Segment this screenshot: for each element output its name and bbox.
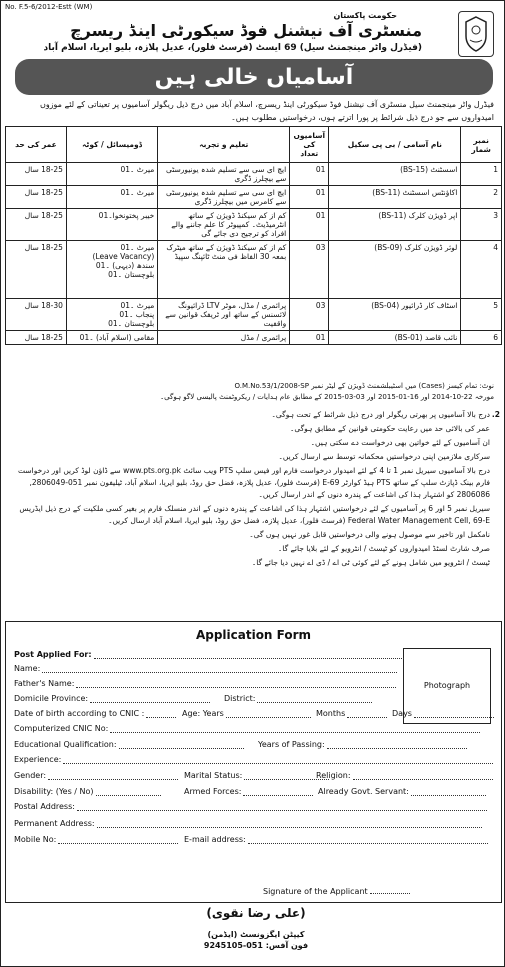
cell-education: کم از کم سیکنڈ ڈویژن کے ساتھ میٹرک بمعہ 30 الفاظ فی منٹ ٹائپنگ سپیڈ — [158, 241, 290, 299]
dob-label: Date of birth according to CNIC : — [14, 709, 145, 718]
signature-line[interactable] — [263, 885, 410, 896]
cnic-field[interactable] — [14, 724, 480, 733]
banner-text: آسامیاں خالی ہیں — [154, 64, 354, 90]
cell-education: پرائمری / مڈل، موٹر LTV ڈرائیونگ لائسنس کے ساتھ اور ٹریفک قوانین سے واقفیت — [158, 299, 290, 331]
col-post: نام آسامی / بی پی سکیل — [329, 127, 461, 163]
cell-age: 18-30 سال — [6, 299, 67, 331]
marital-status-field[interactable] — [184, 771, 329, 780]
post-applied-label: Post Applied For: — [14, 650, 92, 659]
cell-serial: 1 — [461, 163, 502, 186]
table-row — [6, 241, 502, 299]
cell-post: اسسٹنٹ (BS-15) — [329, 163, 461, 186]
marital-status-label: Marital Status: — [184, 771, 243, 780]
condition-item: ٹیسٹ / انٹرویو میں شامل ہونے کے لئے کوئی ٹی اے / ڈی اے نہیں دیا جائے گا۔ — [251, 558, 490, 567]
note-line: نوٹ: تمام کیسز (Cases) میں اسٹیبلشمنٹ ڈویژن کے لیٹر نمبر O.M.No.53/1/2008-SP — [234, 382, 494, 390]
condition-item: سرکاری ملازمین اپنی درخواستیں محکمانہ توسط سے ارسال کریں۔ — [278, 452, 490, 461]
education-label: Educational Qualification: — [14, 740, 117, 749]
experience-field[interactable] — [14, 755, 493, 764]
cell-count: 01 — [290, 331, 329, 345]
quota-line: بلوچستان ۔01 — [108, 319, 155, 328]
experience-label: Experience: — [14, 755, 62, 764]
dob-field[interactable] — [14, 709, 176, 718]
cell-post: اکاؤنٹس اسسٹنٹ (BS-11) — [329, 186, 461, 209]
cell-post: اپر ڈویژن کلرک (BS-11) — [329, 209, 461, 241]
cell-serial: 6 — [461, 331, 502, 345]
cell-count: 03 — [290, 299, 329, 331]
government-title: حکومت پاکستان — [333, 11, 397, 20]
intro-text: فیڈرل واٹر مینجمنٹ سیل منسٹری آف نیشنل فوڈ سیکورٹی اینڈ ریسرچ، اسلام آباد میں درج ذیل ریگولر آسامیوں پر تعیناتی کے لئے موزوں امیدواروں سے جو درج ذیل شرائط پر پورا اترتے ہوں، درخواستیں مطلوب ہیں۔ — [39, 100, 494, 122]
header — [5, 11, 502, 57]
age-years-field[interactable] — [182, 709, 311, 718]
condition-item: درج بالا آسامیوں سیریل نمبر 1 تا 4 کے لئے امیدوار درخواست فارم اور فیس سلپ PTS ویب سائٹ www.pts.org.pk سے ڈاؤن لوڈ کریں اور درخواست فارم بینک ڈپازٹ سلپ کے ساتھ PTS ہیڈ کوارٹر 69-E (فرسٹ فلور)، عدیل پلازہ، فضل حق روڈ، بلیو ایریا، اسلام آباد، ٹیلیفون نمبر 051-2806049, 2806086 کو اشتہار ہذا کی اشاعت کے پندرہ دنوں کے اندر ارسال کریں۔ — [18, 466, 490, 499]
condition-item: ان آسامیوں کے لئے خواتین بھی درخواست دے سکتی ہیں۔ — [310, 438, 490, 447]
years-passing-label: Years of Passing: — [258, 740, 325, 749]
quota-line: میرٹ ۔01 — [120, 188, 155, 197]
cell-serial: 2 — [461, 186, 502, 209]
cell-count: 01 — [290, 209, 329, 241]
cell-serial: 5 — [461, 299, 502, 331]
signatory-title: کیپٹن ایگزونسٹ (ایڈمن) — [207, 930, 305, 939]
form-title: Application Form — [195, 628, 312, 642]
vacancies-banner — [15, 59, 493, 95]
conditions — [5, 409, 502, 571]
reference-number: No. F.5-6/2012-Estt (WM) — [5, 3, 93, 11]
cell-post: اسٹاف کار ڈرائیور (BS-04) — [329, 299, 461, 331]
postal-address-field[interactable] — [14, 802, 487, 811]
permanent-address-label: Permanent Address: — [14, 819, 95, 828]
cell-quota — [66, 331, 157, 345]
cell-post: نائب قاصد (BS-01) — [329, 331, 461, 345]
religion-label: Religion: — [316, 771, 351, 780]
cell-education: ایچ ای سی سے تسلیم شدہ یونیورسٹی سے کامرس میں بیچلرز ڈگری — [158, 186, 290, 209]
quota-line: میرٹ ۔01 — [120, 243, 155, 252]
col-education: تعلیم و تجربہ — [158, 127, 290, 163]
notes — [24, 381, 494, 403]
cell-quota — [66, 186, 157, 209]
cell-serial: 4 — [461, 241, 502, 299]
cell-quota — [66, 163, 157, 186]
cell-education: ایچ ای سی سے تسلیم شدہ یونیورسٹی سے بیچلرز ڈگری — [158, 163, 290, 186]
cell-age: 18-25 سال — [6, 163, 67, 186]
conditions-number: 2. — [491, 410, 500, 419]
name-label: Name: — [14, 664, 41, 673]
cell-quota — [66, 209, 157, 241]
table-row — [6, 163, 502, 186]
signatory-phone: فون آفس: 051-9245105 — [203, 941, 309, 950]
years-passing-field[interactable] — [258, 740, 467, 749]
quota-line: میرٹ ۔01 — [120, 165, 155, 174]
name-field[interactable] — [14, 664, 397, 673]
cell-count: 01 — [290, 186, 329, 209]
condition-item: سیریل نمبر 5 اور 6 پر آسامیوں کے لئے درخواستیں اشتہار ہذا کی اشاعت کے پندرہ دنوں کے اندر منسلک فارم پر بغیر کسی ملکیت کے درج ذیل ایڈریس Federal Water Management Cell, 69-E (فرسٹ فلور)، عدیل پلازہ، فضل حق روڈ، بلیو ایریا، اسلام آباد ارسال کریں۔ — [19, 504, 490, 525]
col-serial: نمبر شمار — [461, 127, 502, 163]
signature-label: Signature of the Applicant — [263, 887, 368, 896]
age-days-field[interactable] — [392, 709, 494, 718]
disability-label: Disability: (Yes / No) — [14, 787, 94, 796]
post-applied-field[interactable] — [14, 650, 404, 659]
table-row — [6, 209, 502, 241]
permanent-address-field[interactable] — [14, 819, 482, 828]
table-row — [6, 299, 502, 331]
father-name-label: Father's Name: — [14, 679, 75, 688]
mobile-label: Mobile No: — [14, 835, 57, 844]
cell-quota — [66, 241, 157, 299]
cell-count: 01 — [290, 163, 329, 186]
cell-serial: 3 — [461, 209, 502, 241]
quota-line: سندھ (دیہی) ۔01 — [95, 261, 155, 270]
col-count: آسامیوں کی تعداد — [290, 127, 329, 163]
quota-line: مقامی (اسلام آباد) ۔01 — [79, 333, 155, 342]
state-emblem-icon — [458, 11, 494, 57]
cell-age: 18-25 سال — [6, 186, 67, 209]
armed-forces-label: Armed Forces: — [184, 787, 242, 796]
quota-line: پنجاب ۔01 — [119, 310, 155, 319]
email-field[interactable] — [184, 835, 488, 844]
photograph-box: Photograph — [403, 648, 491, 724]
email-label: E-mail address: — [184, 835, 246, 844]
gender-field[interactable] — [14, 771, 178, 780]
cell-count: 03 — [290, 241, 329, 299]
col-age: عمر کی حد — [6, 127, 67, 163]
quota-line: (Leave Vacancy) — [92, 252, 155, 261]
district-field[interactable] — [224, 694, 372, 703]
table-row — [6, 186, 502, 209]
ministry-address: (فیڈرل واٹر مینجمنٹ سیل) 69 ایسٹ (فرسٹ فلور)، عدیل پلازہ، بلیو ایریا، اسلام آباد — [43, 43, 422, 53]
age-months-field[interactable] — [316, 709, 387, 718]
condition-item: نامکمل اور تاخیر سے موصول ہونے والی درخواستیں قابل غور نہیں ہوں گی۔ — [249, 530, 490, 539]
age-years-label: Age: Years — [182, 709, 224, 718]
cell-post: لوئر ڈویژن کلرک (BS-09) — [329, 241, 461, 299]
father-name-field[interactable] — [14, 679, 396, 688]
cell-age: 18-25 سال — [6, 209, 67, 241]
cell-education: کم از کم سیکنڈ ڈویژن کے ساتھ انٹرمیڈیٹ۔ کمپیوٹر کا علم جاننے والے افراد کو ترجیح دی جائے گی — [158, 209, 290, 241]
education-field[interactable] — [14, 740, 244, 749]
mobile-field[interactable] — [14, 835, 178, 844]
religion-field[interactable] — [316, 771, 493, 780]
armed-forces-field[interactable] — [184, 787, 313, 796]
govt-servant-label: Already Govt. Servant: — [318, 787, 409, 796]
days-label: Days — [392, 709, 412, 718]
domicile-label: Domicile Province: — [14, 694, 89, 703]
application-form — [5, 621, 502, 903]
cell-age: 18-25 سال — [6, 241, 67, 299]
cnic-label: Computerized CNIC No: — [14, 724, 109, 733]
cell-education: پرائمری / مڈل — [158, 331, 290, 345]
signatory-name: (علی رضا نقوی) — [206, 906, 306, 920]
domicile-field[interactable] — [14, 694, 210, 703]
quota-line: میرٹ ۔01 — [120, 301, 155, 310]
condition-item: عمر کی بالائی حد میں رعایت حکومتی قوانین کے مطابق ہوگی۔ — [289, 424, 490, 433]
govt-servant-field[interactable] — [318, 787, 486, 796]
condition-item: صرف شارٹ لسٹڈ امیدواروں کو ٹیسٹ / انٹرویو کے لئے بلایا جائے گا۔ — [277, 544, 490, 553]
disability-field[interactable] — [14, 787, 161, 796]
cell-quota — [66, 299, 157, 331]
table-row — [6, 331, 502, 345]
condition-item: درج بالا آسامیوں پر بھرتی ریگولر اور درج ذیل شرائط کے تحت ہوگی۔ — [271, 410, 490, 419]
cell-age: 18-25 سال — [6, 331, 67, 345]
vacancy-table — [5, 126, 502, 345]
quota-line: بلوچستان ۔01 — [108, 270, 155, 279]
district-label: District: — [224, 694, 256, 703]
ministry-title: منسٹری آف نیشنل فوڈ سیکورٹی اینڈ ریسرچ — [70, 21, 422, 40]
signatory-details — [171, 929, 341, 951]
table-header-row — [6, 127, 502, 163]
col-quota: ڈومیسائل / کوٹہ — [66, 127, 157, 163]
postal-address-label: Postal Address: — [14, 802, 75, 811]
note-line: مورخہ 22-10-2014 اور 16-01-2015 اور 03-03-2015 کے مطابق عام ہدایات / ریکروٹمنٹ پالیسی لاگو ہوگی۔ — [160, 393, 494, 401]
gender-label: Gender: — [14, 771, 47, 780]
months-label: Months — [316, 709, 346, 718]
quota-line: خیبر پختونخوا۔01 — [98, 211, 155, 220]
